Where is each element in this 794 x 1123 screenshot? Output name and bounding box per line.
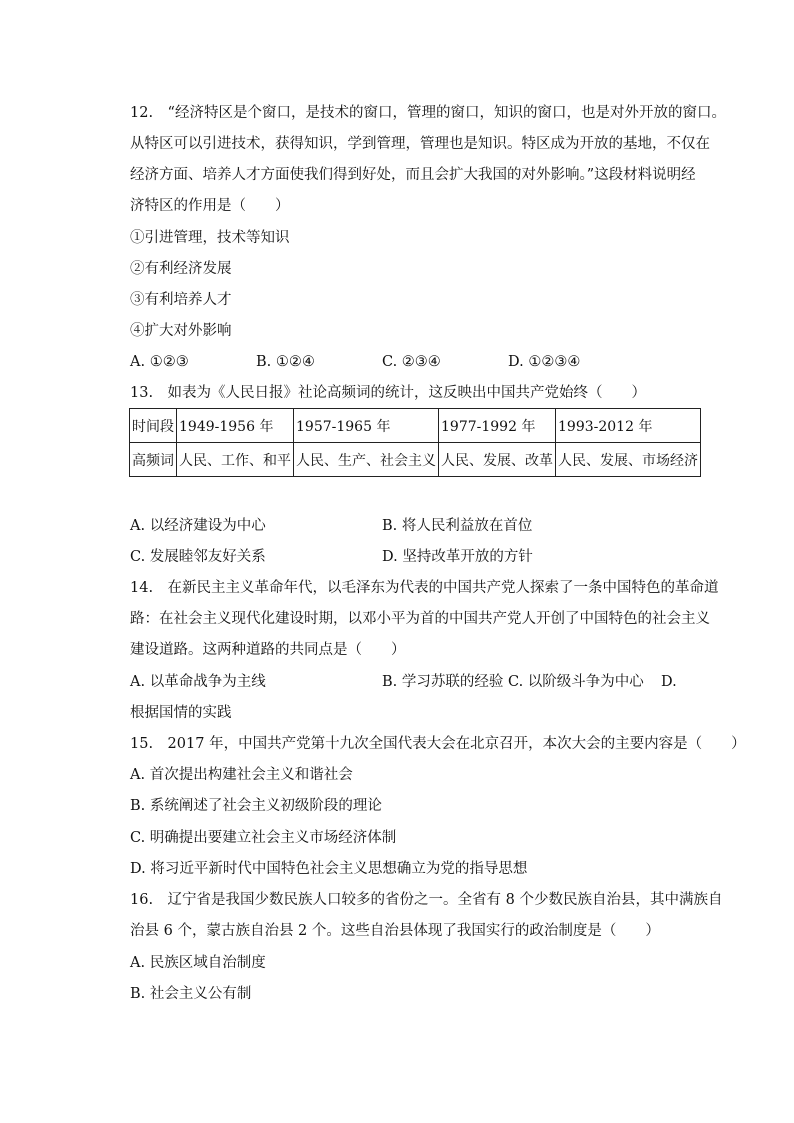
q16-option-b[interactable]: B. 社会主义公有制 [130,986,252,1002]
q15-stem: 15. 2017 年，中国共产党第十九次全国代表大会在北京召开，本次大会的主要内容是（ ） [130,736,746,752]
q12-line-2: 从特区可以引进技术，获得知识，学到管理，管理也是知识。特区成为开放的基地，不仅在 [130,136,710,152]
q12-line-3: 经济方面、培养人才方面使我们得到好处，而且会扩大我国的对外影响。”这段材料说明经 [130,167,696,183]
q12-item-4: ④扩大对外影响 [130,323,232,339]
q12-item-2: ②有利经济发展 [130,261,232,277]
table-cell: 人民、发展、市场经济 [556,443,701,477]
table-cell: 人民、工作、和平 [177,443,294,477]
q15-option-b[interactable]: B. 系统阐述了社会主义初级阶段的理论 [130,798,382,814]
q12-item-1: ①引进管理，技术等知识 [130,230,290,246]
q14-line-3: 建设道路。这两种道路的共同点是（ ） [130,642,406,658]
q14-option-c[interactable]: C. 以阶级斗争为中心 [508,674,644,690]
q16-line-2: 治县 6 个，蒙古族自治县 2 个。这些自治县体现了我国实行的政治制度是（ ） [130,923,660,939]
q13-stem: 13. 如表为《人民日报》社论高频词的统计，这反映出中国共产党始终（ ） [130,385,647,401]
q12-option-a[interactable]: A. ①②③ [130,354,189,370]
table-row-words [130,443,701,477]
table-cell: 1977-1992 年 [439,409,556,443]
q13-option-b[interactable]: B. 将人民利益放在首位 [382,518,533,534]
table-header-words: 高频词 [130,443,177,477]
q14-option-d-text[interactable]: 根据国情的实践 [130,705,232,721]
q13-option-a[interactable]: A. 以经济建设为中心 [130,518,266,534]
q15-option-a[interactable]: A. 首次提出构建社会主义和谐社会 [130,767,353,783]
q12-option-d[interactable]: D. ①②③④ [508,354,581,370]
table-cell: 1993-2012 年 [556,409,701,443]
table-row-period [130,409,701,443]
q14-line-2: 路：在社会主义现代化建设时期，以邓小平为首的中国共产党人开创了中国特色的社会主义 [130,611,710,627]
table-cell: 人民、发展、改革 [439,443,556,477]
q15-option-c[interactable]: C. 明确提出要建立社会主义市场经济体制 [130,830,397,846]
q13-option-d[interactable]: D. 坚持改革开放的方针 [382,549,533,565]
q14-option-a[interactable]: A. 以革命战争为主线 [130,674,266,690]
q12-line-4: 济特区的作用是（ ） [130,198,290,214]
q16-option-a[interactable]: A. 民族区域自治制度 [130,955,266,971]
q12-option-b[interactable]: B. ①②④ [256,354,315,370]
q14-option-d-label[interactable]: D. [661,674,677,690]
q12-item-3: ③有利培养人才 [130,292,232,308]
table-cell: 人民、生产、社会主义 [294,443,439,477]
q13-option-c[interactable]: C. 发展睦邻友好关系 [130,549,266,565]
q16-line-1: 16. 辽宁省是我国少数民族人口较多的省份之一。全省有 8 个少数民族自治县，其中满族自 [130,892,723,908]
word-frequency-table [129,408,701,477]
table-cell: 1957-1965 年 [294,409,439,443]
table-cell: 1949-1956 年 [177,409,294,443]
q15-option-d[interactable]: D. 将习近平新时代中国特色社会主义思想确立为党的指导思想 [130,861,528,877]
q12-line-1: 12. “经济特区是个窗口，是技术的窗口，管理的窗口，知识的窗口，也是对外开放的窗口。 [130,105,726,121]
q14-line-1: 14. 在新民主主义革命年代，以毛泽东为代表的中国共产党人探索了一条中国特色的革命道 [130,580,719,596]
table-header-period: 时间段 [130,409,177,443]
q14-option-b[interactable]: B. 学习苏联的经验 [382,674,504,690]
q12-option-c[interactable]: C. ②③④ [382,354,441,370]
